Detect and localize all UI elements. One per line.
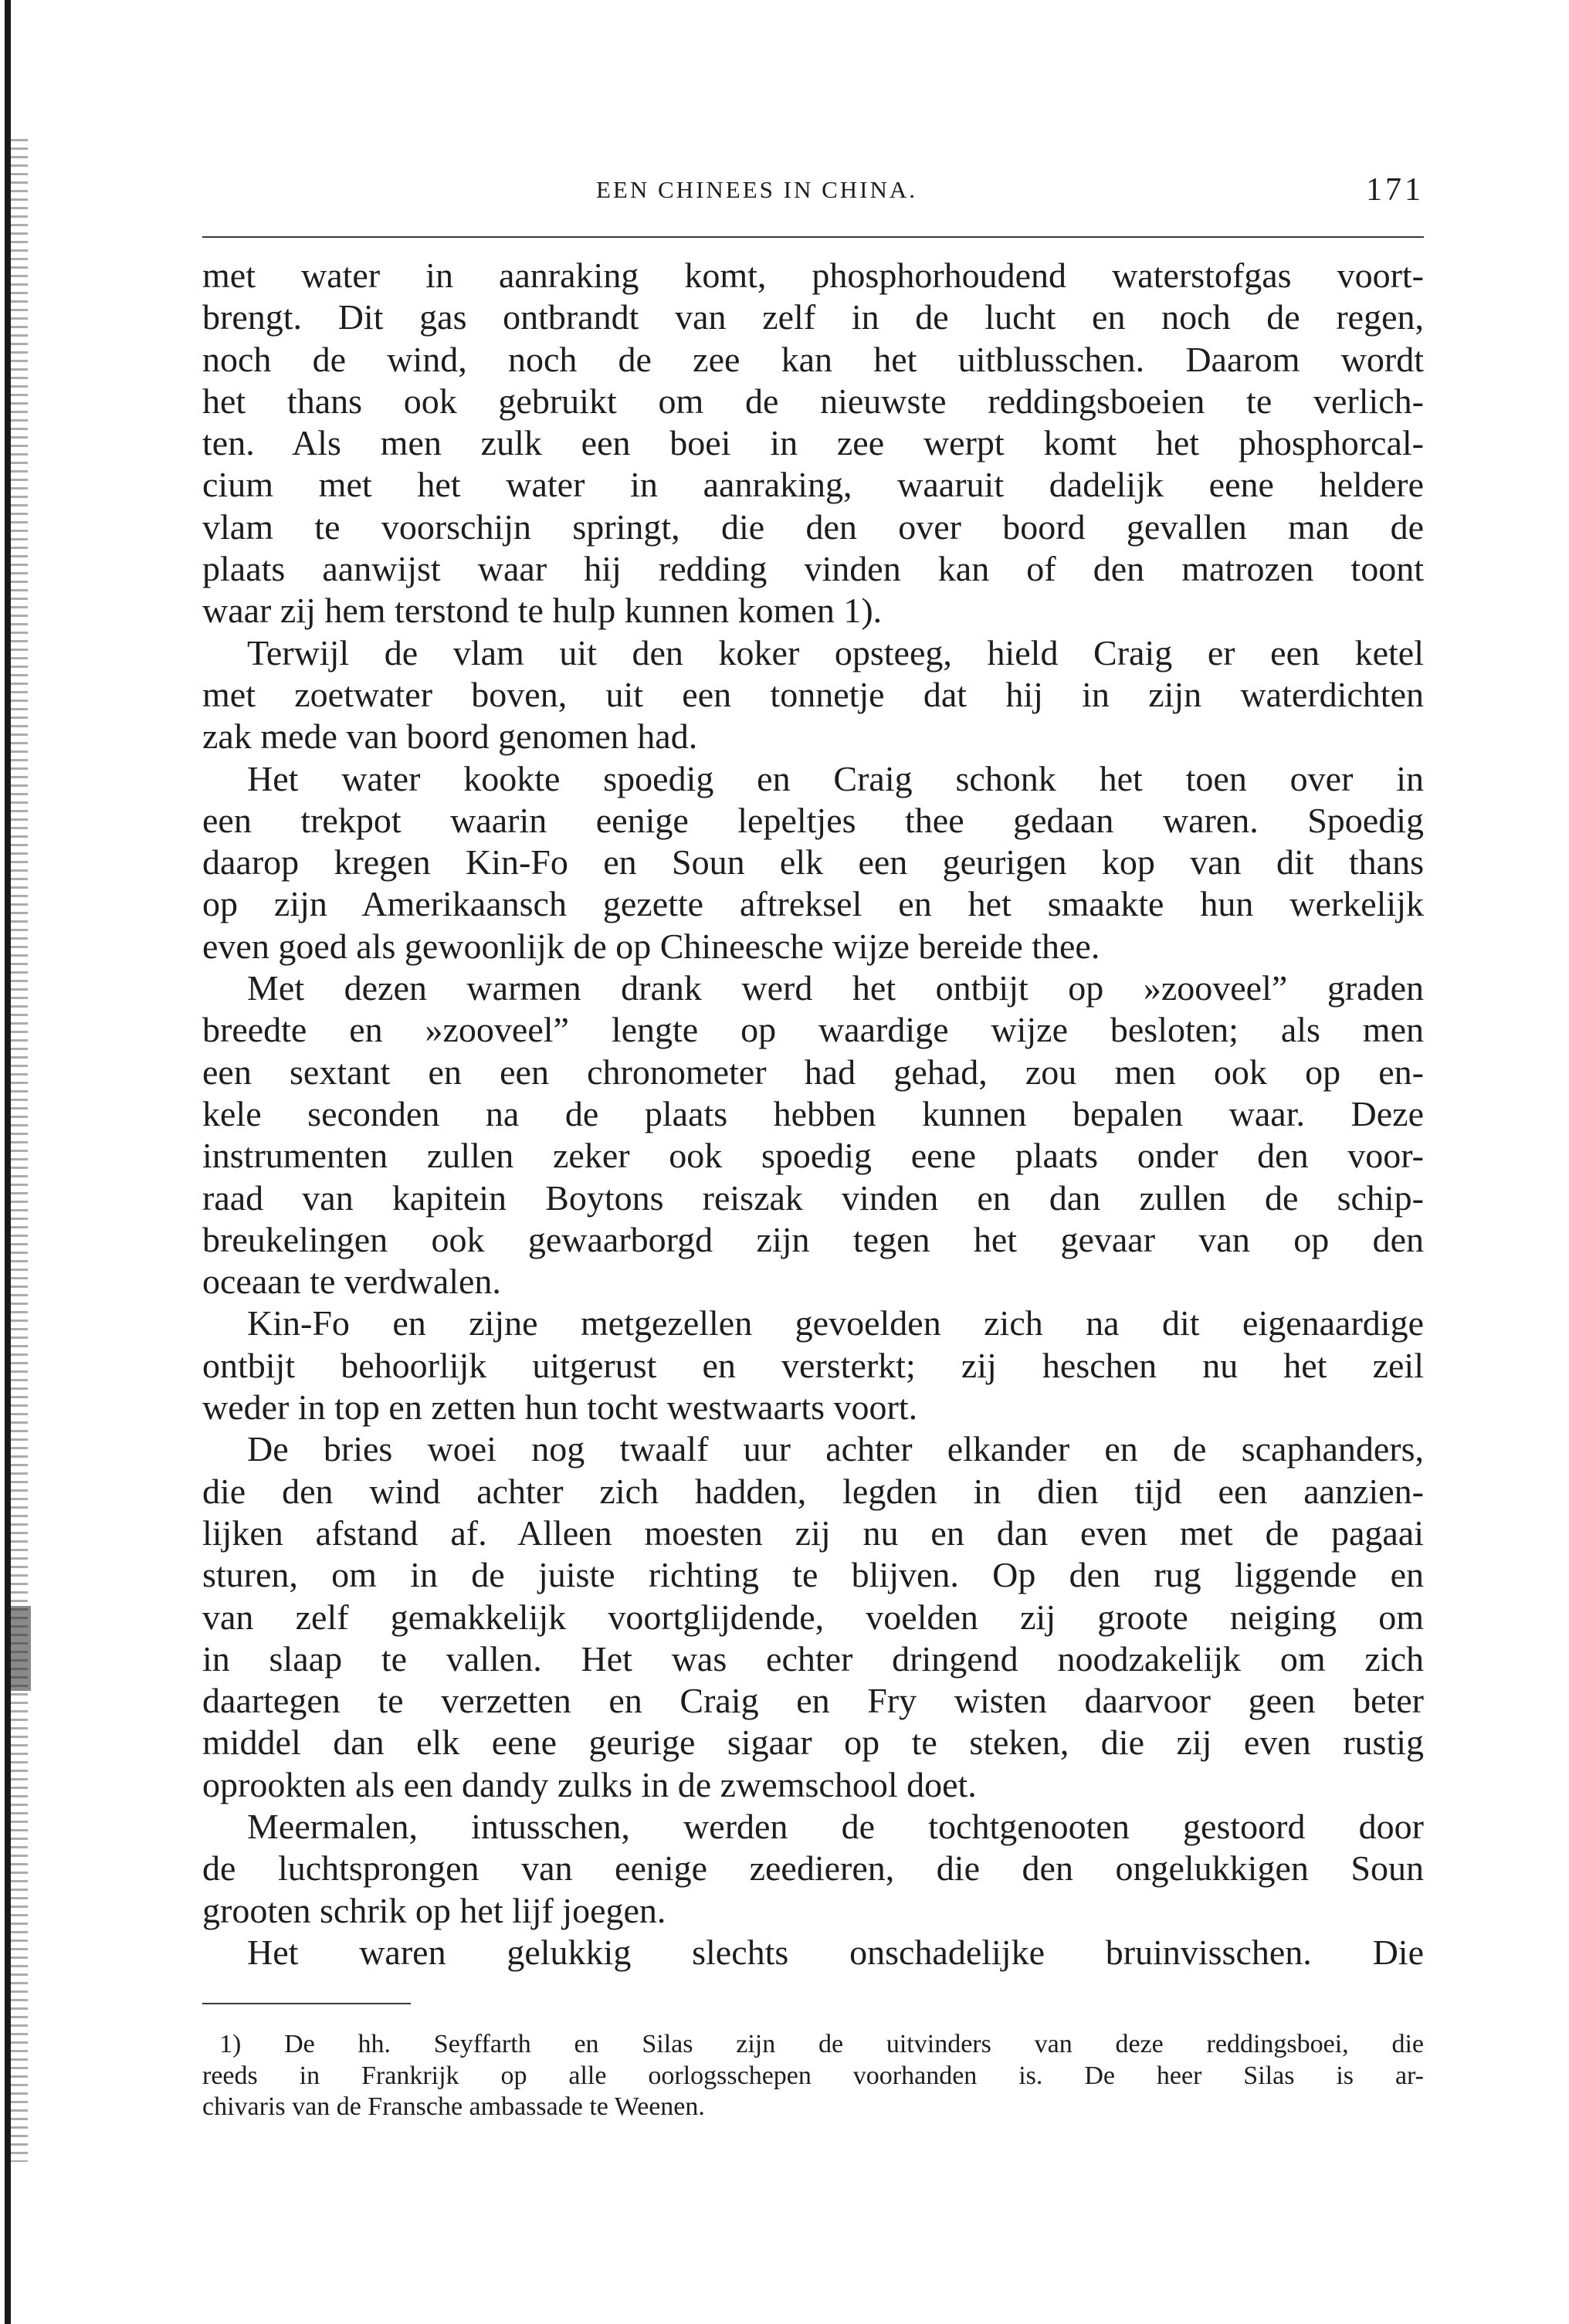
- paragraph-start-line: De bries woei nog twaalf uur achter elkander en de scaphanders,: [247, 1429, 1424, 1469]
- text-line: de luchtsprongen van eenige zeedieren, die den ongelukkigen Soun: [202, 1848, 1424, 1889]
- header-rule: [202, 236, 1424, 238]
- footnote-line: 1) De hh. Seyffarth en Silas zijn de uitvinders van deze reddingsboei, die: [219, 2030, 1424, 2058]
- text-line: even goed als gewoonlijk de op Chineesche wijze bereide thee.: [202, 926, 1100, 966]
- text-line: daarop kregen Kin-Fo en Soun elk een geurigen kop van dit thans: [202, 842, 1424, 883]
- text-line: een trekpot waarin eenige lepeltjes thee gedaan waren. Spoedig: [202, 800, 1424, 840]
- text-line: breedte en »zooveel” lengte op waardige wijze besloten; als men: [202, 1010, 1424, 1050]
- text-line: middel dan elk eene geurige sigaar op te steken, die zij even rustig: [202, 1723, 1424, 1763]
- page-number: 171: [1366, 172, 1424, 208]
- page-binding-edge: [0, 0, 31, 2324]
- text-line: weder in top en zetten hun tocht westwaarts voort.: [202, 1387, 918, 1428]
- text-line: een sextant en een chronometer had gehad, zou men ook op en-: [202, 1052, 1424, 1092]
- paragraph-start-line: Kin-Fo en zijne metgezellen gevoelden zich na dit eigenaardige: [247, 1303, 1424, 1343]
- text-line: van zelf gemakkelijk voortglijdende, voelden zij groote neiging om: [202, 1597, 1424, 1637]
- binding-edge-dark: [5, 0, 11, 2324]
- body-text: [202, 255, 1424, 1973]
- text-line: raad van kapitein Boytons reiszak vinden en dan zullen de schip-: [202, 1177, 1424, 1218]
- text-line: in slaap te vallen. Het was echter dringend noodzakelijk om zich: [202, 1638, 1424, 1679]
- binding-edge-shade: [11, 139, 28, 2162]
- running-head: EEN CHINEES IN CHINA.: [596, 176, 918, 203]
- binding-edge-blot: [11, 1606, 31, 1691]
- text-line: oprookten als een dandy zulks in de zwemschool doet.: [202, 1764, 977, 1804]
- text-line: lijken afstand af. Alleen moesten zij nu en dan even met de pagaai: [202, 1513, 1424, 1553]
- paragraph-start-line: Het waren gelukkig slechts onschadelijke bruinvisschen. Die: [247, 1932, 1424, 1972]
- footnote-line: reeds in Frankrijk op alle oorlogsschepen voorhanden is. De heer Silas is ar-: [202, 2061, 1424, 2090]
- text-line: zak mede van boord genomen had.: [202, 717, 698, 757]
- paragraph-start-line: Meermalen, intusschen, werden de tochtgenooten gestoord door: [247, 1806, 1424, 1846]
- text-line: grooten schrik op het lijf joegen.: [202, 1890, 666, 1930]
- text-line: sturen, om in de juiste richting te blijven. Op den rug liggende en: [202, 1555, 1424, 1595]
- text-line: cium met het water in aanraking, waaruit dadelijk eene heldere: [202, 465, 1424, 505]
- text-line: brengt. Dit gas ontbrandt van zelf in de lucht en noch de regen,: [202, 297, 1424, 337]
- footnote-line: chivaris van de Fransche ambassade te Weenen.: [202, 2092, 705, 2121]
- text-line: vlam te voorschijn springt, die den over boord gevallen man de: [202, 506, 1424, 547]
- text-line: plaats aanwijst waar hij redding vinden kan of den matrozen toont: [202, 549, 1424, 589]
- text-line: waar zij hem terstond te hulp kunnen komen 1).: [202, 591, 883, 631]
- text-line: kele seconden na de plaats hebben kunnen bepalen waar. Deze: [202, 1093, 1424, 1133]
- text-line: met water in aanraking komt, phosphorhoudend waterstofgas voort-: [202, 256, 1424, 295]
- paragraph-start-line: Met dezen warmen drank werd het ontbijt op »zooveel” graden: [247, 968, 1424, 1008]
- text-line: instrumenten zullen zeker ook spoedig eene plaats onder den voor-: [202, 1136, 1424, 1176]
- text-line: oceaan te verdwalen.: [202, 1262, 501, 1302]
- footnotes: [202, 2029, 1424, 2123]
- text-line: het thans ook gebruikt om de nieuwste reddingsboeien te verlich-: [202, 381, 1424, 421]
- text-line: noch de wind, noch de zee kan het uitblusschen. Daarom wordt: [202, 339, 1424, 379]
- text-line: ten. Als men zulk een boei in zee werpt komt het phosphorcal-: [202, 423, 1424, 463]
- text-line: ontbijt behoorlijk uitgerust en versterkt; zij heschen nu het zeil: [202, 1345, 1424, 1385]
- text-line: daartegen te verzetten en Craig en Fry wisten daarvoor geen beter: [202, 1681, 1424, 1721]
- text-line: die den wind achter zich hadden, legden in dien tijd een aanzien-: [202, 1471, 1424, 1511]
- text-line: op zijn Amerikaansch gezette aftreksel en het smaakte hun werkelijk: [202, 884, 1424, 924]
- paragraph-start-line: Terwijl de vlam uit den koker opsteeg, hield Craig er een ketel: [247, 632, 1424, 672]
- text-line: breukelingen ook gewaarborgd zijn tegen het gevaar van op den: [202, 1219, 1424, 1259]
- paragraph-start-line: Het water kookte spoedig en Craig schonk het toen over in: [247, 758, 1424, 798]
- text-line: met zoetwater boven, uit een tonnetje dat hij in zijn waterdichten: [202, 674, 1424, 714]
- footnote-rule: [202, 2003, 411, 2004]
- page-header: [202, 172, 1424, 222]
